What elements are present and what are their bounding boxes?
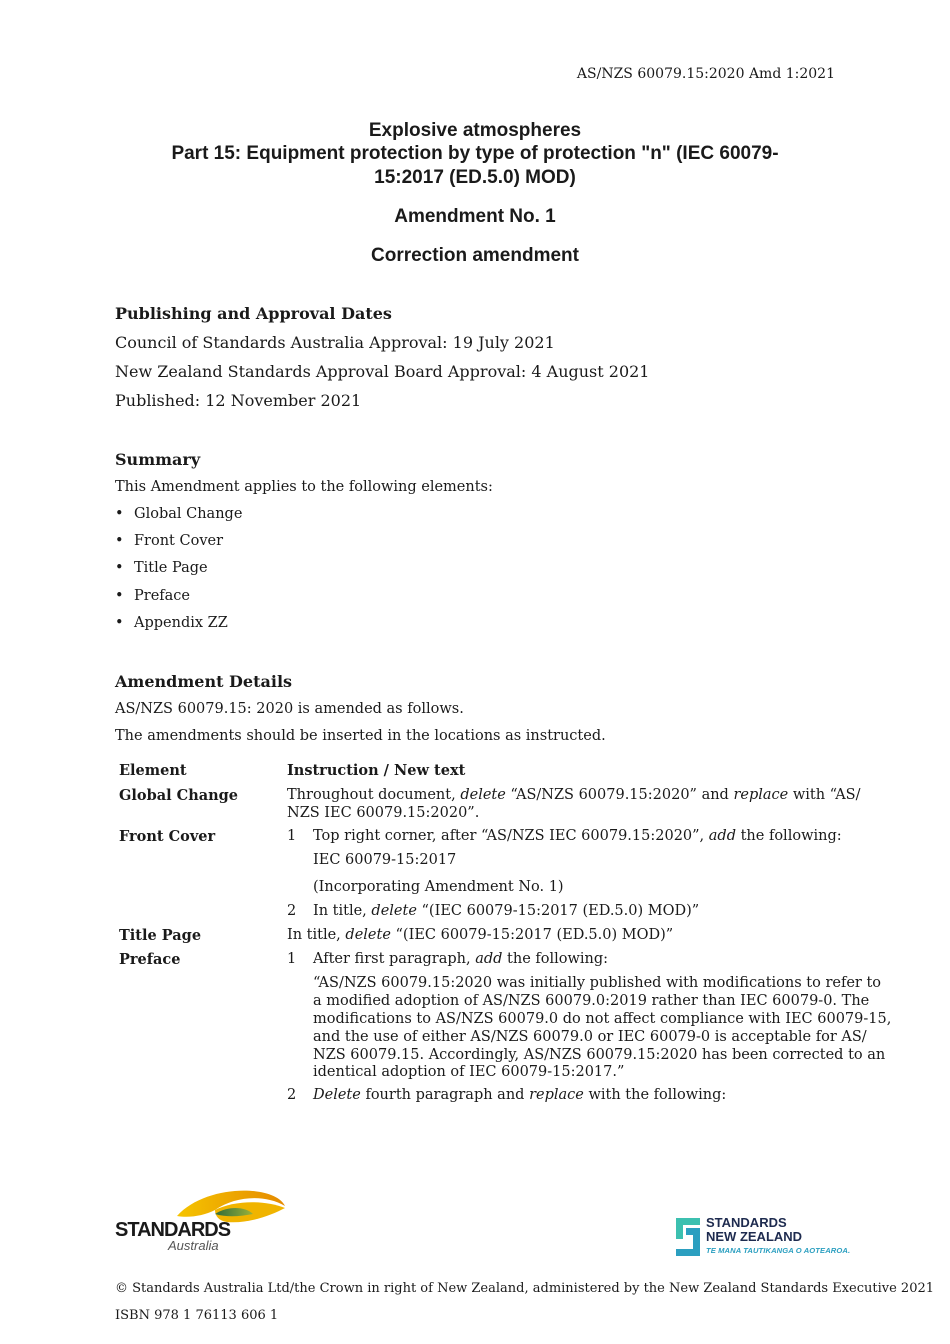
- document-reference: AS/NZS 60079.15:2020 Amd 1:2021: [576, 66, 835, 82]
- isbn: ISBN 978 1 76113 606 1: [115, 1308, 279, 1323]
- dates-heading: Publishing and Approval Dates: [115, 304, 392, 323]
- standards-nz-wordmark-2: NEW ZEALAND: [706, 1229, 803, 1244]
- list-item: • Title Page: [115, 558, 242, 585]
- details-heading: Amendment Details: [115, 672, 293, 691]
- front-cover-quote-2: (Incorporating Amendment No. 1): [313, 879, 564, 895]
- global-change-instruction: Throughout document, delete “AS/NZS 60079.15:2020” and replace with “AS/: [287, 787, 861, 803]
- front-cover-quote-1: IEC 60079-15:2017: [313, 852, 457, 868]
- front-cover-instruction-1: Top right corner, after “AS/NZS IEC 60079.15:2020”, add the following:: [313, 828, 842, 844]
- preface-quote-line: and the use of either AS/NZS 60079.0 or IEC 60079-0 is acceptable for AS/: [313, 1029, 867, 1045]
- list-item: • Global Change: [115, 504, 242, 531]
- column-header-element: Element: [119, 762, 187, 779]
- summary-list: [115, 504, 242, 640]
- standards-australia-subtext: Australia: [168, 1238, 219, 1253]
- row-label-title-page: Title Page: [119, 927, 202, 944]
- summary-intro: This Amendment applies to the following elements:: [115, 479, 493, 495]
- preface-quote-line: “AS/NZS 60079.15:2020 was initially published with modifications to refer to: [313, 975, 882, 991]
- standards-nz-wordmark-1: STANDARDS: [706, 1215, 787, 1230]
- column-header-instruction: Instruction / New text: [287, 762, 466, 779]
- row-label-front-cover: Front Cover: [119, 828, 216, 845]
- standards-australia-wordmark: STANDARDS: [115, 1219, 231, 1241]
- item-number: 1: [287, 951, 297, 967]
- list-item: • Front Cover: [115, 531, 242, 558]
- title-line-2: Part 15: Equipment protection by type of protection "n" (IEC 60079-: [171, 143, 779, 164]
- item-number: 2: [287, 903, 297, 919]
- copyright-notice: © Standards Australia Ltd/the Crown in right of New Zealand, administered by the New Zealand Standards Executive 2021: [115, 1281, 935, 1296]
- preface-quote-line: identical adoption of IEC 60079-15:2017.”: [313, 1064, 625, 1080]
- standards-nz-tagline: TE MANA TAUTIKANGA O AOTEAROA.: [706, 1246, 851, 1255]
- amendment-type: Correction amendment: [371, 245, 579, 266]
- global-change-instruction-cont: NZS IEC 60079.15:2020”.: [287, 805, 480, 821]
- amendment-number: Amendment No. 1: [394, 206, 556, 227]
- preface-instruction-2: Delete fourth paragraph and replace with the following:: [313, 1087, 727, 1103]
- title-page-instruction: In title, delete “(IEC 60079-15:2017 (ED.5.0) MOD)”: [287, 927, 674, 943]
- published-date: Published: 12 November 2021: [115, 391, 362, 410]
- list-item: • Preface: [115, 586, 242, 613]
- title-line-3: 15:2017 (ED.5.0) MOD): [374, 167, 576, 188]
- nz-approval: New Zealand Standards Approval Board Approval: 4 August 2021: [115, 362, 650, 381]
- item-number: 2: [287, 1087, 297, 1103]
- details-paragraph-1: AS/NZS 60079.15: 2020 is amended as follows.: [115, 701, 464, 717]
- preface-quote-line: a modified adoption of AS/NZS 60079.0:2019 rather than IEC 60079-0. The: [313, 993, 870, 1009]
- front-cover-instruction-2: In title, delete “(IEC 60079-15:2017 (ED.5.0) MOD)”: [313, 903, 700, 919]
- preface-quote-line: modifications to AS/NZS 60079.0 do not affect compliance with IEC 60079-15,: [313, 1011, 892, 1027]
- item-number: 1: [287, 828, 297, 844]
- preface-instruction-1: After first paragraph, add the following:: [313, 951, 609, 967]
- details-paragraph-2: The amendments should be inserted in the locations as instructed.: [115, 728, 606, 744]
- preface-quote-line: NZS 60079.15. Accordingly, AS/NZS 60079.15:2020 has been corrected to an: [313, 1047, 886, 1063]
- summary-heading: Summary: [115, 450, 201, 469]
- row-label-preface: Preface: [119, 951, 181, 968]
- council-approval: Council of Standards Australia Approval: 19 July 2021: [115, 333, 555, 352]
- row-label-global-change: Global Change: [119, 787, 239, 804]
- title-line-1: Explosive atmospheres: [368, 120, 582, 141]
- list-item: • Appendix ZZ: [115, 613, 242, 640]
- standards-nz-logo-icon: [676, 1218, 700, 1256]
